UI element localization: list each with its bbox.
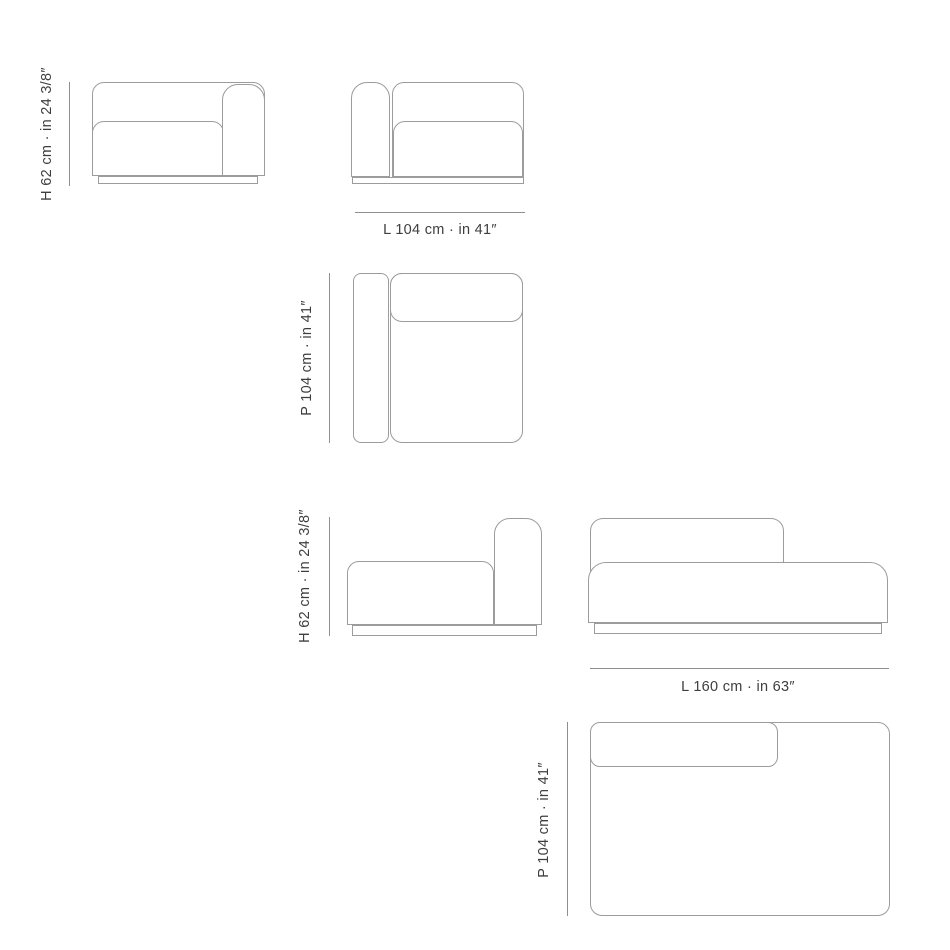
height-dimension-line bbox=[69, 82, 70, 186]
length-dimension-label: L 160 cm · in 63″ bbox=[681, 679, 795, 695]
depth-dimension-label: P 104 cm · in 41″ bbox=[299, 300, 315, 416]
sofa-base-plinth-outline bbox=[98, 176, 258, 184]
sofa-seat-cushion-outline bbox=[347, 561, 494, 625]
length-dimension-line bbox=[355, 212, 525, 213]
sofa-backrest-outline bbox=[494, 518, 542, 625]
length-dimension-line bbox=[590, 668, 889, 669]
sofa-armrest-outline bbox=[353, 273, 389, 443]
height-dimension-label: H 62 cm · in 24 3/8″ bbox=[39, 67, 55, 201]
depth-dimension-line bbox=[567, 722, 568, 916]
sofa-armrest-outline bbox=[222, 84, 265, 176]
sofa-armrest-outline bbox=[351, 82, 390, 177]
sofa-backrest-band-outline bbox=[390, 273, 523, 322]
depth-dimension-label: P 104 cm · in 41″ bbox=[536, 762, 552, 878]
length-dimension-label: L 104 cm · in 41″ bbox=[383, 222, 497, 238]
sofa-base-plinth-outline bbox=[352, 177, 524, 184]
height-dimension-label: H 62 cm · in 24 3/8″ bbox=[297, 509, 313, 643]
sofa-seat-cushion-outline bbox=[393, 121, 523, 177]
sofa-base-plinth-outline bbox=[594, 623, 882, 634]
height-dimension-line bbox=[329, 517, 330, 636]
sofa-seat-cushion-outline bbox=[92, 121, 224, 176]
sofa-base-plinth-outline bbox=[352, 625, 537, 636]
sofa-backrest-band-outline bbox=[590, 722, 778, 767]
depth-dimension-line bbox=[329, 273, 330, 443]
sofa-seat-cushion-outline bbox=[588, 562, 888, 623]
